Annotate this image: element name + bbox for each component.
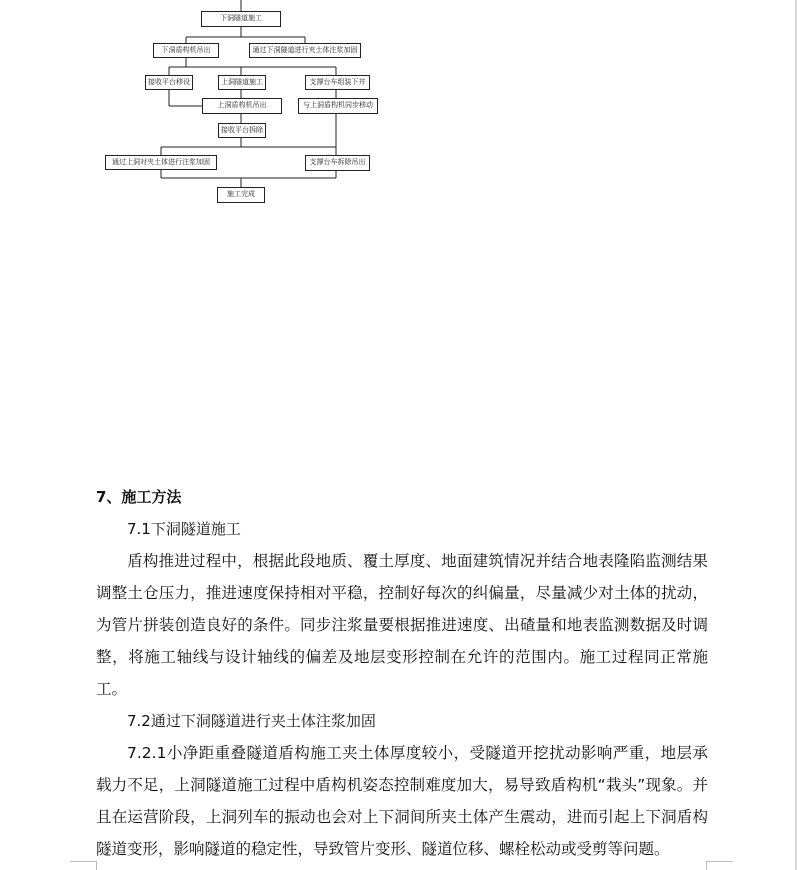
flow-box-upper-tunnel: 上洞隧道施工 xyxy=(218,75,266,90)
page-corner-mark-right xyxy=(706,861,733,870)
flow-box-platform-move: 接收平台移设 xyxy=(145,75,193,90)
subsection-7-2: 7.2通过下洞隧道进行夹土体注浆加固 xyxy=(127,712,376,730)
paragraph-7-2-1-text: 7.2.1小净距重叠隧道盾构施工夹土体厚度较小，受隧道开挖扰动影响严重，地层承载力不足，上洞隧道施工过程中盾构机姿态控制难度加大，易导致盾构机“栽头”现象。并且在运营阶段，上洞列车的振动也会对上下洞间所夹土体产生震动，进而引起上下洞盾构隧道变形，影响隧道的稳定性，导致管片变形、隧道位移、螺栓松动或受剪等问题。 xyxy=(96,744,708,858)
paragraph-7-1-text: 盾构推进过程中，根据此段地质、覆土厚度、地面建筑情况并结合地表隆陷监测结果调整土仓压力，推进速度保持相对平稳，控制好每次的纠偏量，尽量减少对土体的扰动，为管片拼装创造良好的条件。同步注浆量要根据推进速度、出碴量和地表监测数据及时调整，将施工轴线与设计轴线的偏差及地层变形控制在允许的范围内。施工过程同正常施工。 xyxy=(96,552,708,698)
flow-box-lower-shield-lift: 下洞盾构机吊出 xyxy=(153,43,219,58)
paragraph-7-1 xyxy=(96,545,708,705)
flow-box-platform-remove: 接收平台拆除 xyxy=(218,123,266,138)
flowchart xyxy=(0,0,797,230)
section-heading: 7、施工方法 xyxy=(96,488,182,506)
subsection-7-1: 7.1下洞隧道施工 xyxy=(127,520,241,538)
flow-box-trolley-assembly: 支撑台车组装下井 xyxy=(305,75,370,90)
flow-box-sync-move: 与上洞盾构机同步移动 xyxy=(298,98,378,114)
flow-box-lower-tunnel: 下洞隧道施工 xyxy=(201,11,281,27)
page-corner-mark-left xyxy=(70,861,97,870)
flow-box-upper-shield-lift: 上洞盾构机吊出 xyxy=(202,98,282,114)
flow-box-complete: 施工完成 xyxy=(217,187,265,203)
flow-box-lower-grouting: 通过下洞隧道进行夹土体注浆加固 xyxy=(249,43,361,58)
paragraph-7-2-1 xyxy=(96,737,708,865)
flow-box-trolley-remove: 支撑台车拆除吊出 xyxy=(305,155,370,171)
flow-box-upper-grouting: 通过上洞对夹土体进行注浆加固 xyxy=(105,155,217,170)
flowchart-connectors xyxy=(0,0,797,230)
